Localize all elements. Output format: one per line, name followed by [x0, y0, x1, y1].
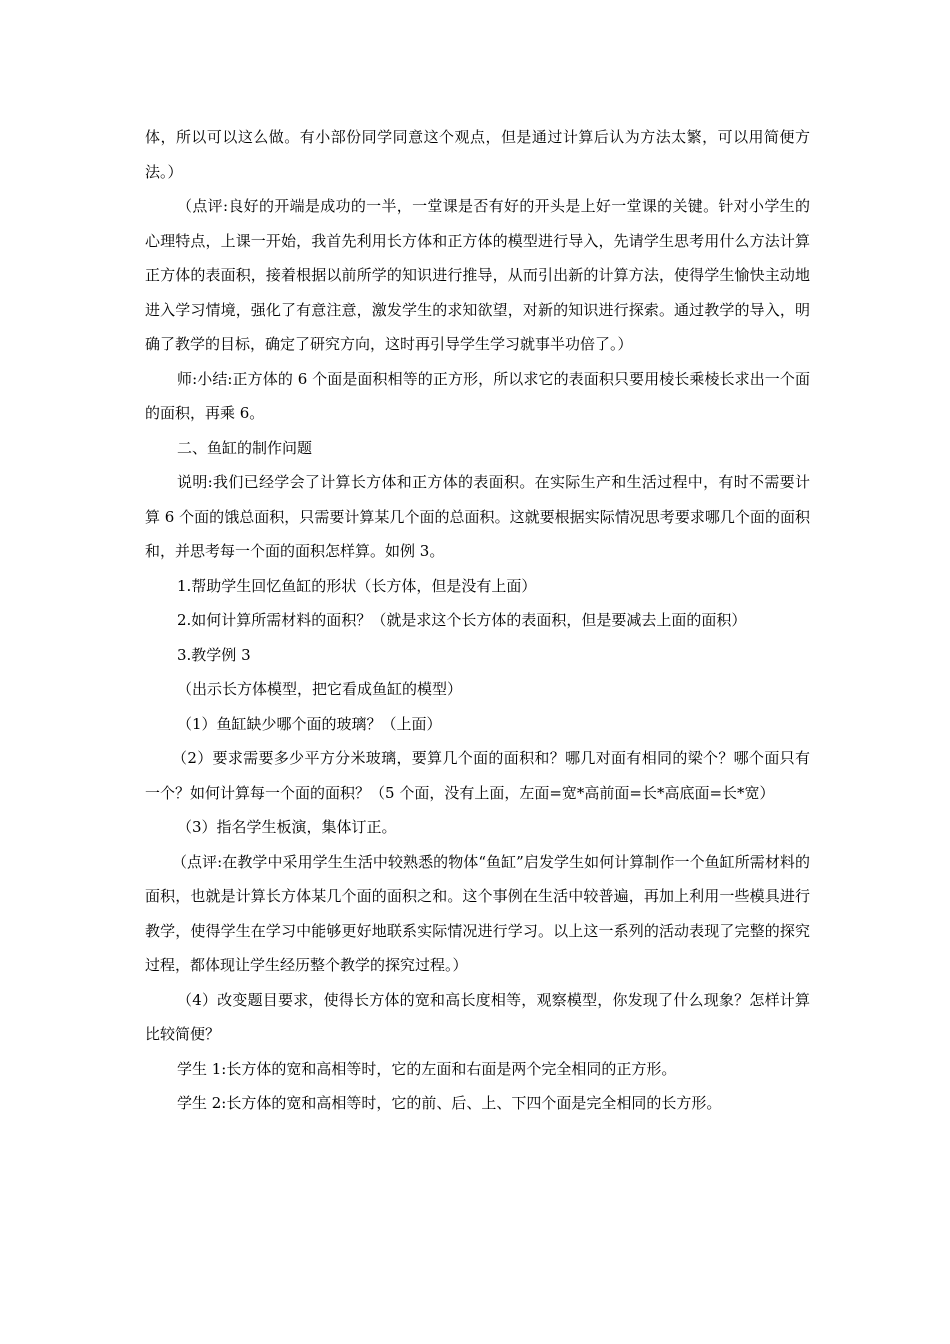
paragraph-model-note: （出示长方体模型，把它看成鱼缸的模型） [177, 680, 463, 698]
student-2-answer: 学生 2:长方体的宽和高相等时，它的前、后、上、下四个面是完全相同的长方形。 [177, 1094, 722, 1112]
question-2: （2）要求需要多少平方分米玻璃，要算几个面的面积和？哪几对面有相同的梁个？哪个面只有一个？如何计算每一个面的面积？（5 个面，没有上面，左面=宽*高前面=长*高底面=长*宽） [145, 749, 810, 802]
question-1: （1）鱼缸缺少哪个面的玻璃？（上面） [177, 714, 442, 733]
paragraph-comment-fish-tank: （点评:在教学中采用学生生活中较熟悉的物体“鱼缸”启发学生如何计算制作一个鱼缸所需材料的面积，也就是计算长方体某几个面的面积之和。这个事例在生活中较普遍，再加上利用一些模具进行教学，使得学生在学习中能够更好地联系实际情况进行学习。以上这一系列的活动表现了完整的探究过程，都体现让学生经历整个教学的探究过程。） [145, 852, 810, 974]
question-3: （3）指名学生板演，集体订正。 [177, 818, 397, 836]
question-4: （4）改变题目要求，使得长方体的宽和高长度相等，观察模型，你发现了什么现象？怎样计算比较简便？ [145, 990, 810, 1043]
list-item-3: 3.教学例 3 [177, 645, 251, 664]
paragraph-teacher-summary: 师:小结:正方体的 6 个面是面积相等的正方形，所以求它的表面积只要用棱长乘棱长求出一个面的面积，再乘 6。 [145, 369, 810, 422]
student-1-answer: 学生 1:长方体的宽和高相等时，它的左面和右面是两个完全相同的正方形。 [177, 1059, 677, 1078]
document-body [145, 120, 810, 1121]
paragraph-explanation: 说明:我们已经学会了计算长方体和正方体的表面积。在实际生产和生活过程中，有时不需要计算 6 个面的饿总面积，只需要计算某几个面的总面积。这就要根据实际情况思考要求哪几个面的面积和，并思考每一个面的面积怎样算。如例 3。 [145, 473, 810, 560]
paragraph-continuation: 体，所以可以这么做。有小部份同学同意这个观点，但是通过计算后认为方法太繁，可以用简便方法。） [145, 128, 810, 181]
list-item-2: 2.如何计算所需材料的面积？（就是求这个长方体的表面积，但是要减去上面的面积） [177, 611, 747, 629]
section-heading-fish-tank: 二、鱼缸的制作问题 [177, 438, 313, 457]
list-item-1: 1.帮助学生回忆鱼缸的形状（长方体，但是没有上面） [177, 576, 537, 595]
paragraph-comment-intro: （点评:良好的开端是成功的一半，一堂课是否有好的开头是上好一堂课的关键。针对小学生的心理特点，上课一开始，我首先利用长方体和正方体的模型进行导入，先请学生思考用什么方法计算正方体的表面积，接着根据以前所学的知识进行推导，从而引出新的计算方法，使得学生愉快主动地进入学习情境，强化了有意注意，激发学生的求知欲望，对新的知识进行探索。通过教学的导入，明确了教学的目标，确定了研究方向，这时再引导学生学习就事半功倍了。） [145, 197, 810, 353]
